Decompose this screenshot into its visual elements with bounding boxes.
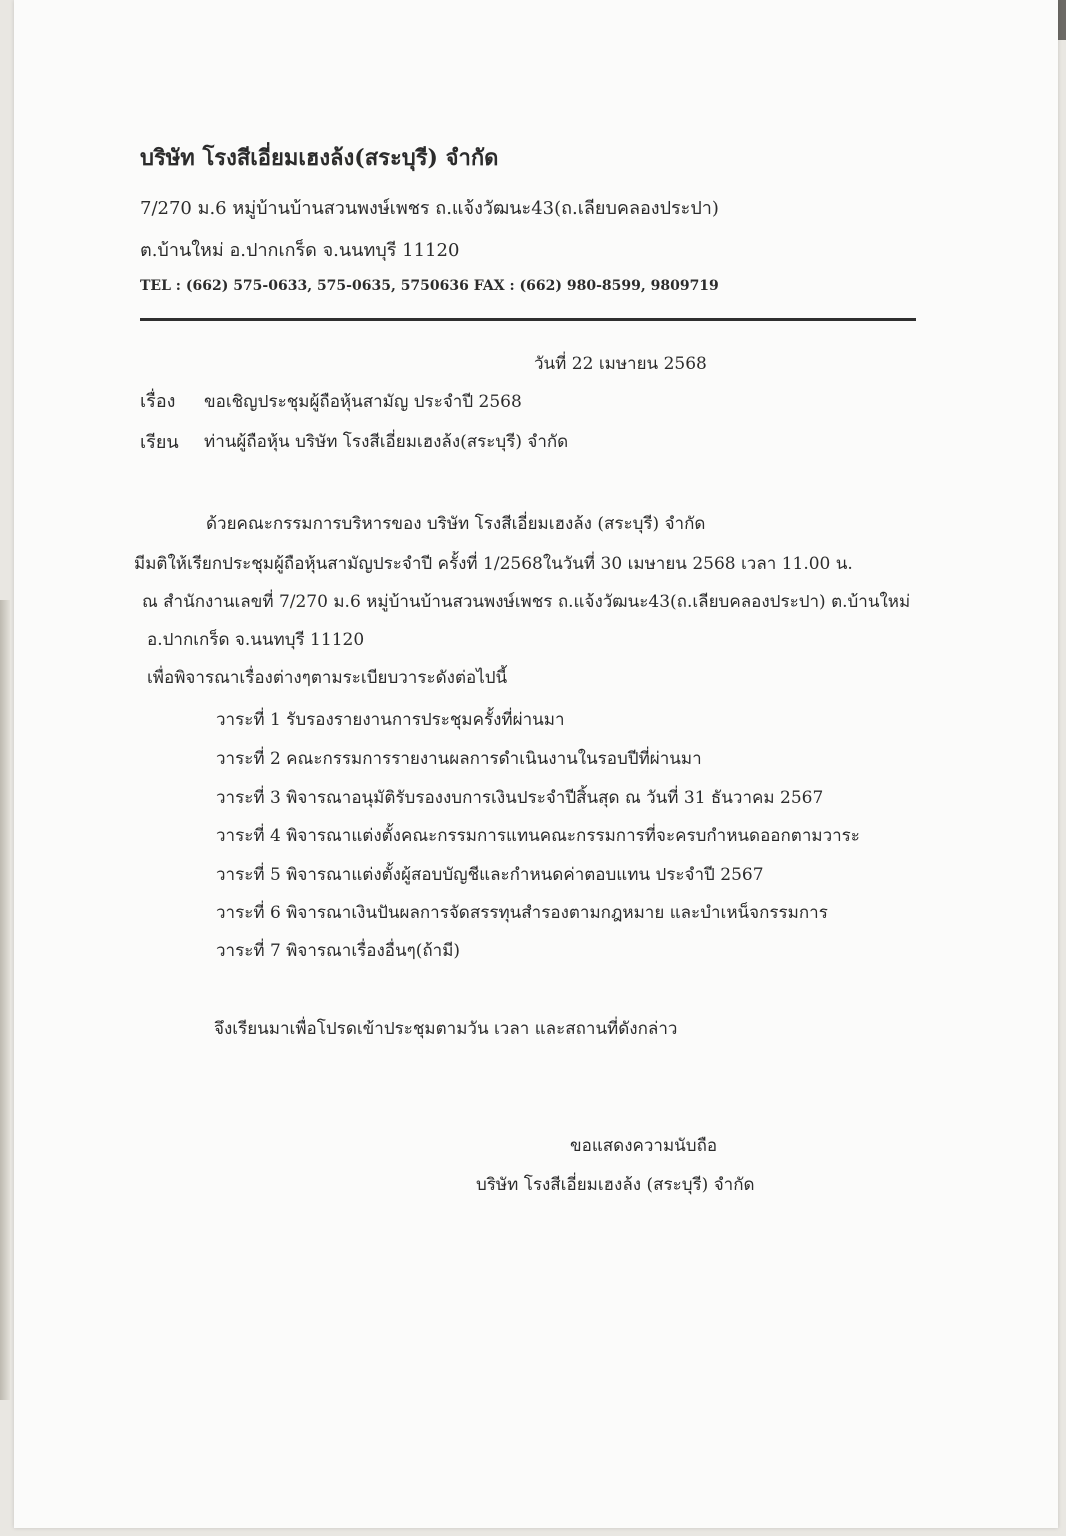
letterhead-divider [140, 318, 916, 321]
body-paragraph-line: อ.ปากเกร็ด จ.นนทบุรี 11120 [147, 630, 365, 650]
body-paragraph-line: มีมติให้เรียกประชุมผู้ถือหุ้นสามัญประจำปี ครั้งที่ 1/2568ในวันที่ 30 เมษายน 2568 เวลา 11.00 น. [134, 554, 853, 574]
agenda-item: วาระที่ 3 พิจารณาอนุมัติรับรองงบการเงินประจำปีสิ้นสุด ณ วันที่ 31 ธันวาคม 2567 [216, 788, 824, 808]
letter-date: วันที่ 22 เมษายน 2568 [534, 354, 707, 374]
agenda-item: วาระที่ 2 คณะกรรมการรายงานผลการดำเนินงานในรอบปีที่ผ่านมา [216, 749, 702, 769]
address-line-1: 7/270 ม.6 หมู่บ้านบ้านสวนพงษ์เพชร ถ.แจ้งวัฒนะ43(ถ.เลียบคลองประปา) [140, 198, 719, 219]
scan-edge-left [0, 600, 10, 1400]
subject-text: ขอเชิญประชุมผู้ถือหุ้นสามัญ ประจำปี 2568 [204, 392, 522, 412]
signer-name: บริษัท โรงสีเอี่ยมเฮงล้ง (สระบุรี) จำกัด [476, 1175, 755, 1195]
agenda-item: วาระที่ 4 พิจารณาแต่งตั้งคณะกรรมการแทนคณะกรรมการที่จะครบกำหนดออกตามวาระ [216, 826, 860, 846]
agenda-item: วาระที่ 7 พิจารณาเรื่องอื่นๆ(ถ้ามี) [216, 941, 461, 961]
contact-line: TEL : (662) 575-0633, 575-0635, 5750636 FAX : (662) 980-8599, 9809719 [140, 278, 719, 294]
regards-text: ขอแสดงความนับถือ [570, 1136, 718, 1156]
body-paragraph-line: เพื่อพิจารณาเรื่องต่างๆตามระเบียบวาระดังต่อไปนี้ [147, 668, 508, 688]
company-name: บริษัท โรงสีเอี่ยมเฮงล้ง(สระบุรี) จำกัด [140, 145, 499, 171]
body-paragraph-line: ณ สำนักงานเลขที่ 7/270 ม.6 หมู่บ้านบ้านสวนพงษ์เพชร ถ.แจ้งวัฒนะ43(ถ.เลียบคลองประปา) ต.บ้านใหม่ [142, 592, 911, 612]
agenda-item: วาระที่ 5 พิจารณาแต่งตั้งผู้สอบบัญชีและกำหนดค่าตอบแทน ประจำปี 2567 [216, 865, 764, 885]
subject-label: เรื่อง [140, 391, 176, 412]
recipient-label: เรียน [140, 432, 179, 453]
scan-edge-right [1058, 0, 1066, 40]
closing-text: จึงเรียนมาเพื่อโปรดเข้าประชุมตามวัน เวลา และสถานที่ดังกล่าว [214, 1019, 678, 1039]
recipient-text: ท่านผู้ถือหุ้น บริษัท โรงสีเอี่ยมเฮงล้ง(สระบุรี) จำกัด [204, 432, 569, 452]
address-line-2: ต.บ้านใหม่ อ.ปากเกร็ด จ.นนทบุรี 11120 [140, 240, 460, 261]
letter-page [14, 0, 1058, 1528]
agenda-item: วาระที่ 1 รับรองรายงานการประชุมครั้งที่ผ่านมา [216, 710, 565, 730]
body-paragraph-line: ด้วยคณะกรรมการบริหารของ บริษัท โรงสีเอี่ยมเฮงล้ง (สระบุรี) จำกัด [206, 514, 706, 534]
agenda-item: วาระที่ 6 พิจารณาเงินปันผลการจัดสรรทุนสำรองตามกฎหมาย และบำเหน็จกรรมการ [216, 903, 828, 923]
